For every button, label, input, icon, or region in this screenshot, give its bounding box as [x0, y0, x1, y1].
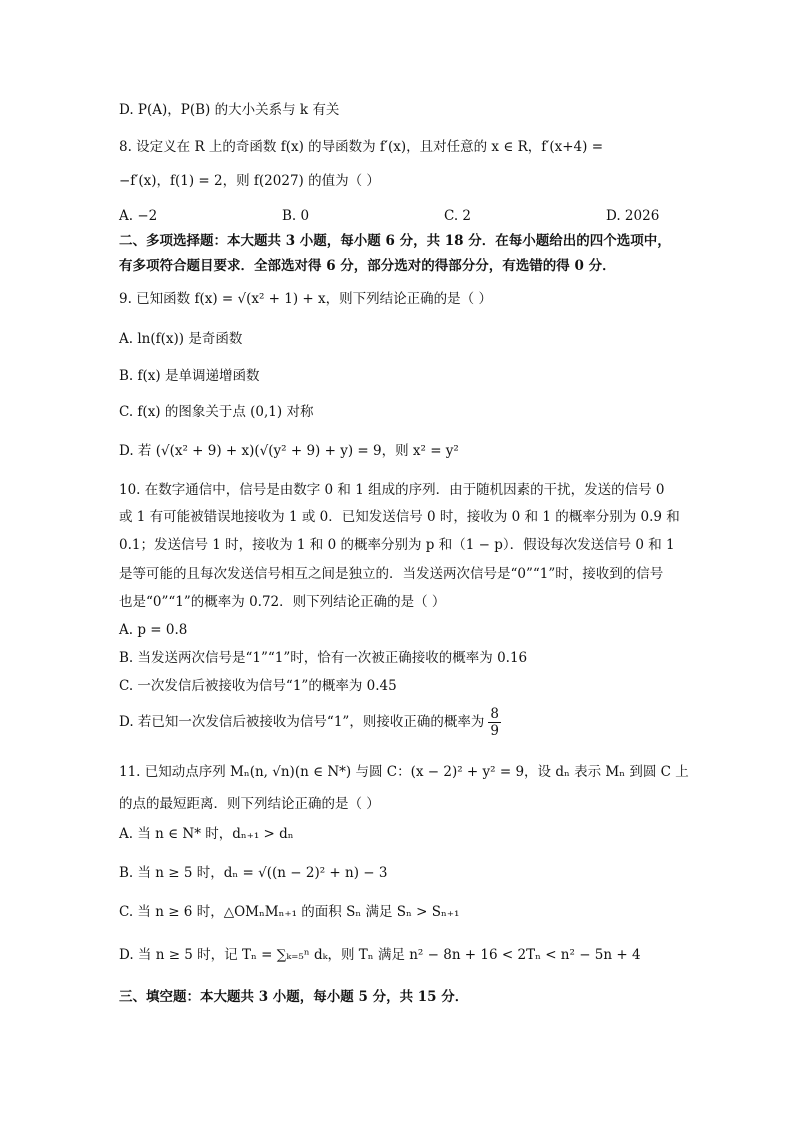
q10-stem-line5: 也是“0”“1”的概率为 0.72．则下列结论正确的是（ ） [119, 594, 446, 610]
q8-option-d: D. 2026 [606, 208, 660, 224]
q10-stem-line3: 0.1；发送信号 1 时，接收为 1 和 0 的概率分别为 p 和（1 − p）．假设每次发送信号 0 和 1 [119, 537, 675, 553]
q10-option-d-text: D. 若已知一次发信后被接收为信号“1”，则接收正确的概率为 [119, 714, 485, 730]
q10-stem-line1: 10. 在数字通信中，信号是由数字 0 和 1 组成的序列．由于随机因素的干扰，发送的信号 0 [119, 482, 665, 498]
q8-option-c: C. 2 [444, 208, 472, 224]
q10-option-d [119, 706, 501, 739]
q9-option-a: A. ln(f(x)) 是奇函数 [119, 331, 243, 347]
q11-option-d: D. 当 n ≥ 5 时，记 Tₙ = ∑ₖ₌₅ⁿ dₖ，则 Tₙ 满足 n² − 8n + 16 < 2Tₙ < n² − 5n + 4 [119, 947, 641, 963]
q8-option-a: A. −2 [119, 208, 158, 224]
q9-option-b: B. f(x) 是单调递增函数 [119, 368, 260, 384]
fraction-numerator: 8 [490, 706, 499, 722]
q10-stem-line2: 或 1 有可能被错误地接收为 1 或 0．已知发送信号 0 时，接收为 0 和 1 的概率分别为 0.9 和 [119, 509, 680, 525]
q10-option-a: A. p = 0.8 [119, 622, 188, 638]
q11-option-c: C. 当 n ≥ 6 时，△OMₙMₙ₊₁ 的面积 Sₙ 满足 Sₙ > Sₙ₊₁ [119, 904, 460, 920]
q9-option-d: D. 若 (√(x² + 9) + x)(√(y² + 9) + y) = 9，则 x² = y² [119, 443, 459, 459]
q8-stem-line1: 8. 设定义在 R 上的奇函数 f(x) 的导函数为 f′(x)，且对任意的 x ∈ R，f′(x+4) = [119, 139, 604, 155]
q11-option-b: B. 当 n ≥ 5 时，dₙ = √((n − 2)² + n) − 3 [119, 865, 388, 881]
q10-stem-line4: 是等可能的且每次发送信号相互之间是独立的．当发送两次信号是“0”“1”时，接收到的信号 [119, 566, 664, 582]
q11-option-a: A. 当 n ∈ N* 时，dₙ₊₁ > dₙ [119, 826, 294, 842]
q8-option-b: B. 0 [282, 208, 310, 224]
fraction-eight-ninths [488, 706, 501, 739]
q9-option-c: C. f(x) 的图象关于点 (0,1) 对称 [119, 404, 314, 420]
fraction-denominator: 9 [490, 723, 499, 739]
q8-stem-line2: −f′(x)，f(1) = 2，则 f(2027) 的值为（ ） [119, 173, 380, 189]
q9-stem: 9. 已知函数 f(x) = √(x² + 1) + x，则下列结论正确的是（ ） [119, 291, 492, 307]
q11-stem-line1: 11. 已知动点序列 Mₙ(n, √n)(n ∈ N*) 与圆 C：(x − 2)² + y² = 9，设 dₙ 表示 Mₙ 到圆 C 上 [119, 764, 689, 780]
q10-option-b: B. 当发送两次信号是“1”“1”时，恰有一次被正确接收的概率为 0.16 [119, 650, 528, 666]
q11-stem-line2: 的点的最短距离．则下列结论正确的是（ ） [119, 796, 380, 812]
q10-option-c: C. 一次发信后被接收为信号“1”的概率为 0.45 [119, 678, 397, 694]
section2-heading-line2: 有多项符合题目要求．全部选对得 6 分，部分选对的得部分分，有选错的得 0 分． [119, 258, 616, 274]
section2-heading-line1: 二、多项选择题：本大题共 3 小题，每小题 6 分，共 18 分．在每小题给出的四个选项中， [119, 233, 671, 249]
section3-heading: 三、填空题：本大题共 3 小题，每小题 5 分，共 15 分． [119, 989, 469, 1005]
q7-option-d: D. P(A)，P(B) 的大小关系与 k 有关 [119, 102, 340, 118]
